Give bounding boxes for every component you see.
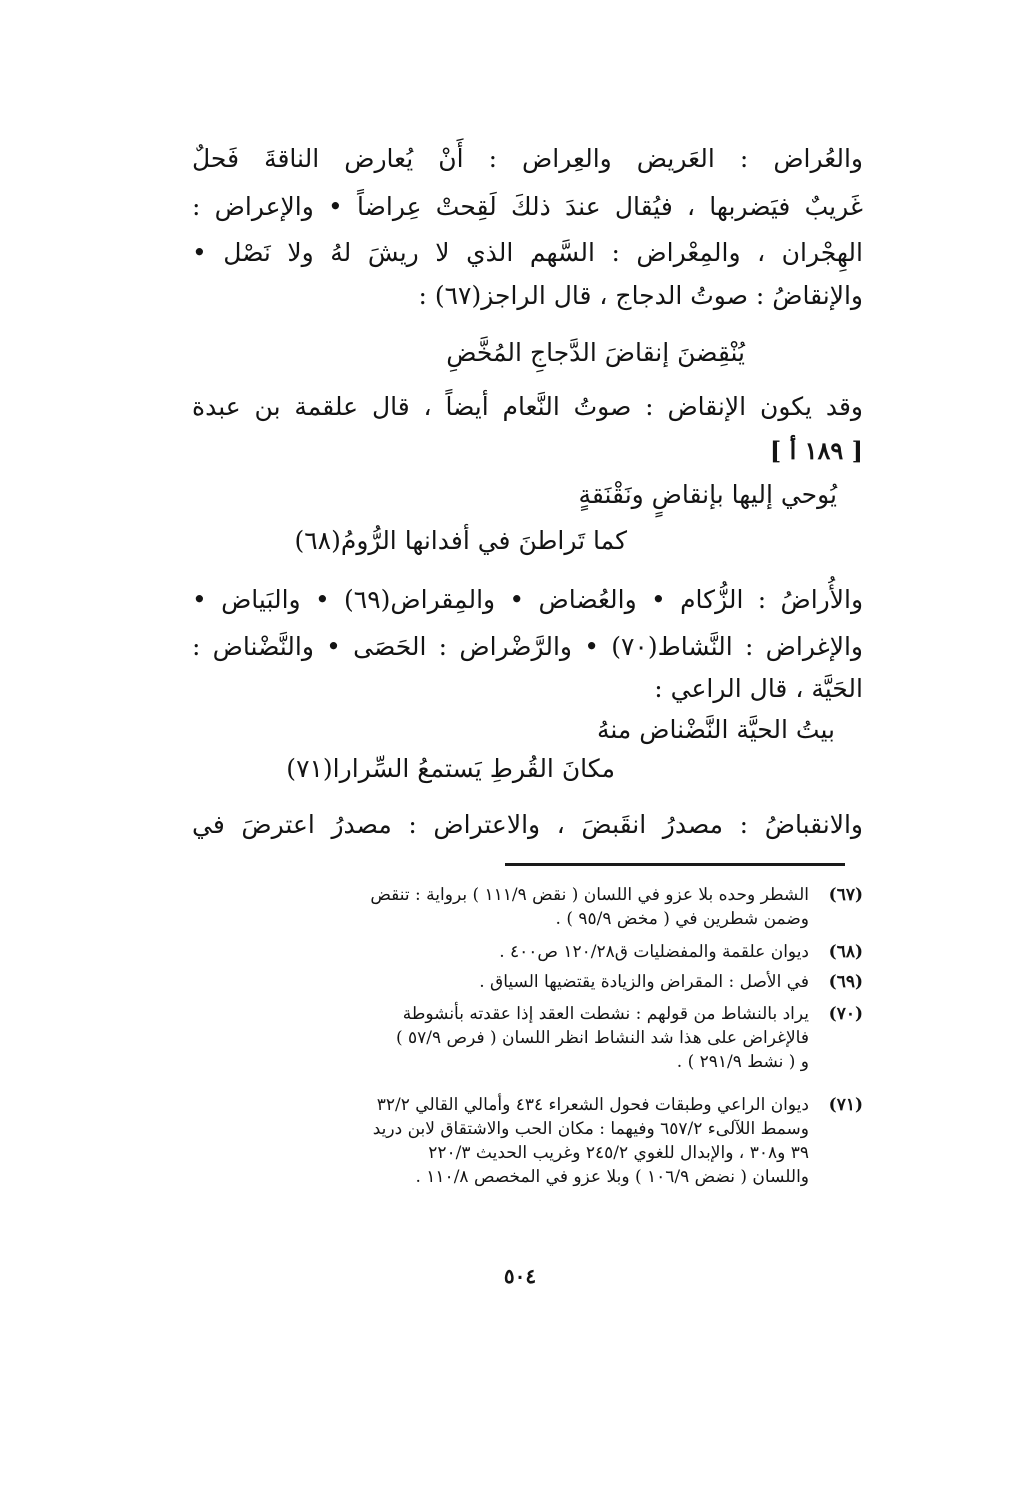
body-line-8: الحَيَّة ، قال الراعي : bbox=[654, 674, 863, 703]
footnote-68 bbox=[192, 940, 863, 964]
footnote-67 bbox=[192, 883, 863, 931]
body-line-9: والانقباضُ : مصدرُ انقَبضَ ، والاعتراض : مصدرُ اعترضَ في bbox=[192, 810, 863, 839]
body-line-7: والإغراض : النَّشاط(٧٠) • والرَّضْراض : الحَصَى • والنَّضْناض : bbox=[192, 632, 863, 661]
footnote-70 bbox=[192, 1002, 863, 1074]
footnote-line: و ( نشط ٢٩١/٩ ) . bbox=[676, 1052, 809, 1072]
footnote-number: (٦٨) bbox=[828, 942, 863, 962]
footnote-line: وضمن شطرين في ( مخض ٩٥/٩ ) . bbox=[555, 909, 809, 929]
footnote-number: (٧١) bbox=[828, 1095, 863, 1115]
verse-2-hemistich-1: يُوحي إليها بإنقاضٍ ونَقْنَقةٍ bbox=[578, 480, 837, 509]
body-line-1: والعُراض : العَريض والعِراض : أَنْ يُعارض الناقةَ فَحلٌ bbox=[192, 144, 863, 173]
body-line-6: والأُراضُ : الزُّكام • والعُضاض • والمِقراض(٦٩) • والبَياض • bbox=[192, 585, 864, 614]
footnote-line: ديوان الراعي وطبقات فحول الشعراء ٤٣٤ وأمالي القالي ٣٢/٢ bbox=[376, 1095, 809, 1115]
footnote-line: وسمط اللآلىء ٦٥٧/٢ وفيهما : مكان الحب والاشتقاق لابن دريد bbox=[372, 1119, 809, 1139]
footnote-line: ٣٩ و٣٠٨ ، والإبدال للغوي ٢٤٥/٢ وغريب الحديث ٢٢٠/٣ bbox=[428, 1143, 809, 1163]
footnote-number: (٦٧) bbox=[828, 885, 863, 905]
footnote-69 bbox=[192, 970, 863, 994]
footnote-line: يراد بالنشاط من قولهم : نشطت العقد إذا عقدته بأنشوطة bbox=[402, 1004, 809, 1024]
body-line-4: والإنقاضُ : صوتُ الدجاج ، قال الراجز(٦٧) : bbox=[418, 281, 863, 310]
footnote-number: (٦٩) bbox=[828, 972, 863, 992]
body-line-5: وقد يكون الإنقاض : صوتُ النَّعام أيضاً ، قال علقمة بن عبدة bbox=[192, 392, 863, 421]
folio-marker: [ ١٨٩ أ ] bbox=[769, 436, 863, 465]
footnote-divider bbox=[505, 863, 845, 866]
page-number: ٥٠٤ bbox=[503, 1264, 537, 1288]
footnote-71 bbox=[192, 1093, 863, 1189]
footnote-line: فالإغراض على هذا شد النشاط انظر اللسان ( فرص ٥٧/٩ ) bbox=[395, 1028, 809, 1048]
body-line-3: الهِجْران ، والمِعْراض : السَّهم الذي لا ريشَ لهُ ولا نَصْل • bbox=[192, 238, 863, 267]
verse-2-hemistich-2: كما تَراطنَ في أفدانها الرُّومُ(٦٨) bbox=[294, 526, 627, 555]
footnote-line: واللسان ( نضض ١٠٦/٩ ) وبلا عزو في المخصص ١١٠/٨ . bbox=[415, 1167, 809, 1187]
verse-3-hemistich-2: مكانَ القُرطِ يَستمعُ السِّرارا(٧١) bbox=[286, 754, 615, 783]
footnote-number: (٧٠) bbox=[828, 1004, 863, 1024]
footnote-line: الشطر وحده بلا عزو في اللسان ( نقض ١١١/٩ ) برواية : تنقض bbox=[370, 885, 809, 905]
verse-1: يُنْقِضنَ إنقاضَ الدَّجاجِ المُخَّضِ bbox=[446, 338, 745, 367]
footnote-line: في الأصل : المقراض والزيادة يقتضيها السياق . bbox=[479, 972, 809, 992]
footnote-line: ديوان علقمة والمفضليات ق١٢٠/٢٨ ص٤٠٠ . bbox=[499, 942, 809, 962]
verse-3-hemistich-1: بيتُ الحيَّة النَّضْناض منهُ bbox=[596, 715, 835, 744]
body-line-2: غَريبٌ فيَضربها ، فيُقال عندَ ذلكَ لَقِحتْ عِراضاً • والإعراض : bbox=[192, 192, 863, 221]
